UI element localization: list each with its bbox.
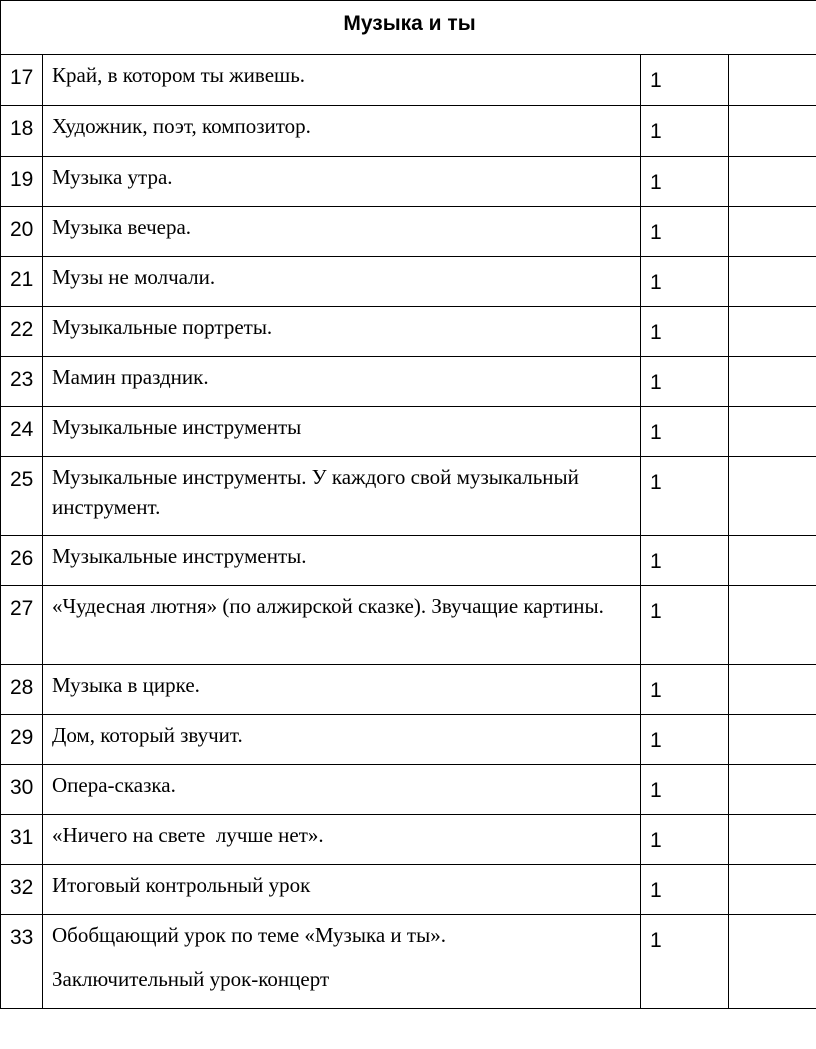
lesson-number: 31 [1, 815, 43, 865]
lesson-hours: 1 [641, 157, 729, 207]
lesson-extra-cell [729, 157, 816, 207]
section-title: Музыка и ты [1, 1, 816, 55]
lesson-topic: Музыка вечера. [43, 207, 641, 257]
lesson-topic: Итоговый контрольный урок [43, 865, 641, 915]
lesson-hours: 1 [641, 815, 729, 865]
table-row [1, 457, 816, 536]
lesson-topic-cell [43, 915, 641, 1009]
lesson-extra-cell [729, 815, 816, 865]
lesson-extra-cell [729, 257, 816, 307]
lesson-hours: 1 [641, 915, 729, 1009]
lesson-hours: 1 [641, 257, 729, 307]
lesson-number: 20 [1, 207, 43, 257]
lesson-number: 27 [1, 586, 43, 665]
table-row [1, 257, 816, 307]
lesson-number: 25 [1, 457, 43, 536]
lesson-hours: 1 [641, 407, 729, 457]
lesson-topic: Опера-сказка. [43, 765, 641, 815]
lesson-hours: 1 [641, 536, 729, 586]
table-row [1, 307, 816, 357]
lesson-number: 22 [1, 307, 43, 357]
lesson-number: 21 [1, 257, 43, 307]
lesson-number: 17 [1, 55, 43, 106]
lesson-hours: 1 [641, 665, 729, 715]
lesson-topic: Художник, поэт, композитор. [43, 106, 641, 157]
lesson-extra-cell [729, 665, 816, 715]
table-row [1, 407, 816, 457]
lesson-number: 26 [1, 536, 43, 586]
lesson-hours: 1 [641, 586, 729, 665]
lesson-topic: Музыка в цирке. [43, 665, 641, 715]
lesson-extra-cell [729, 407, 816, 457]
table-row [1, 106, 816, 157]
lesson-topic: Музыкальные портреты. [43, 307, 641, 357]
lesson-extra-cell [729, 106, 816, 157]
table-row [1, 586, 816, 665]
section-header-row [1, 1, 816, 55]
table-row [1, 665, 816, 715]
table-row [1, 715, 816, 765]
table-row [1, 55, 816, 106]
lesson-number: 30 [1, 765, 43, 815]
lesson-number: 24 [1, 407, 43, 457]
lesson-hours: 1 [641, 357, 729, 407]
lesson-extra-cell [729, 457, 816, 536]
lesson-hours: 1 [641, 865, 729, 915]
lesson-hours: 1 [641, 457, 729, 536]
table-row [1, 536, 816, 586]
table-row [1, 815, 816, 865]
lesson-extra-cell [729, 715, 816, 765]
lesson-hours: 1 [641, 55, 729, 106]
lesson-extra-cell [729, 536, 816, 586]
lesson-number: 32 [1, 865, 43, 915]
lesson-number: 18 [1, 106, 43, 157]
lesson-extra-cell [729, 915, 816, 1009]
lesson-hours: 1 [641, 715, 729, 765]
lesson-hours: 1 [641, 765, 729, 815]
lesson-topic: «Чудесная лютня» (по алжирской сказке). Звучащие картины. [43, 586, 641, 665]
lesson-hours: 1 [641, 307, 729, 357]
lesson-extra-cell [729, 765, 816, 815]
lesson-hours: 1 [641, 106, 729, 157]
lesson-topic: Мамин праздник. [43, 357, 641, 407]
table-row [1, 357, 816, 407]
lesson-topic: Обобщающий урок по теме «Музыка и ты». [52, 923, 446, 947]
lesson-extra-cell [729, 357, 816, 407]
lesson-extra-cell [729, 307, 816, 357]
lesson-topic: Музы не молчали. [43, 257, 641, 307]
lesson-extra-cell [729, 207, 816, 257]
lesson-topic: Дом, который звучит. [43, 715, 641, 765]
lesson-extra-cell [729, 55, 816, 106]
lesson-number: 28 [1, 665, 43, 715]
lesson-hours: 1 [641, 207, 729, 257]
lesson-topic: Край, в котором ты живешь. [43, 55, 641, 106]
lesson-topic: Музыкальные инструменты. У каждого свой музыкальный инструмент. [43, 457, 641, 536]
lesson-number: 29 [1, 715, 43, 765]
lesson-topic: Музыка утра. [43, 157, 641, 207]
table-row [1, 157, 816, 207]
lesson-topic: Музыкальные инструменты [43, 407, 641, 457]
table-row [1, 207, 816, 257]
lesson-topic: «Ничего на свете лучше нет». [43, 815, 641, 865]
table-row [1, 865, 816, 915]
lesson-topic-second-line: Заключительный урок-концерт [52, 967, 330, 991]
lesson-extra-cell [729, 586, 816, 665]
lesson-topic: Музыкальные инструменты. [43, 536, 641, 586]
table-row [1, 915, 816, 1009]
lesson-number: 19 [1, 157, 43, 207]
table-row [1, 765, 816, 815]
lesson-number: 23 [1, 357, 43, 407]
lesson-number: 33 [1, 915, 43, 1009]
lesson-extra-cell [729, 865, 816, 915]
